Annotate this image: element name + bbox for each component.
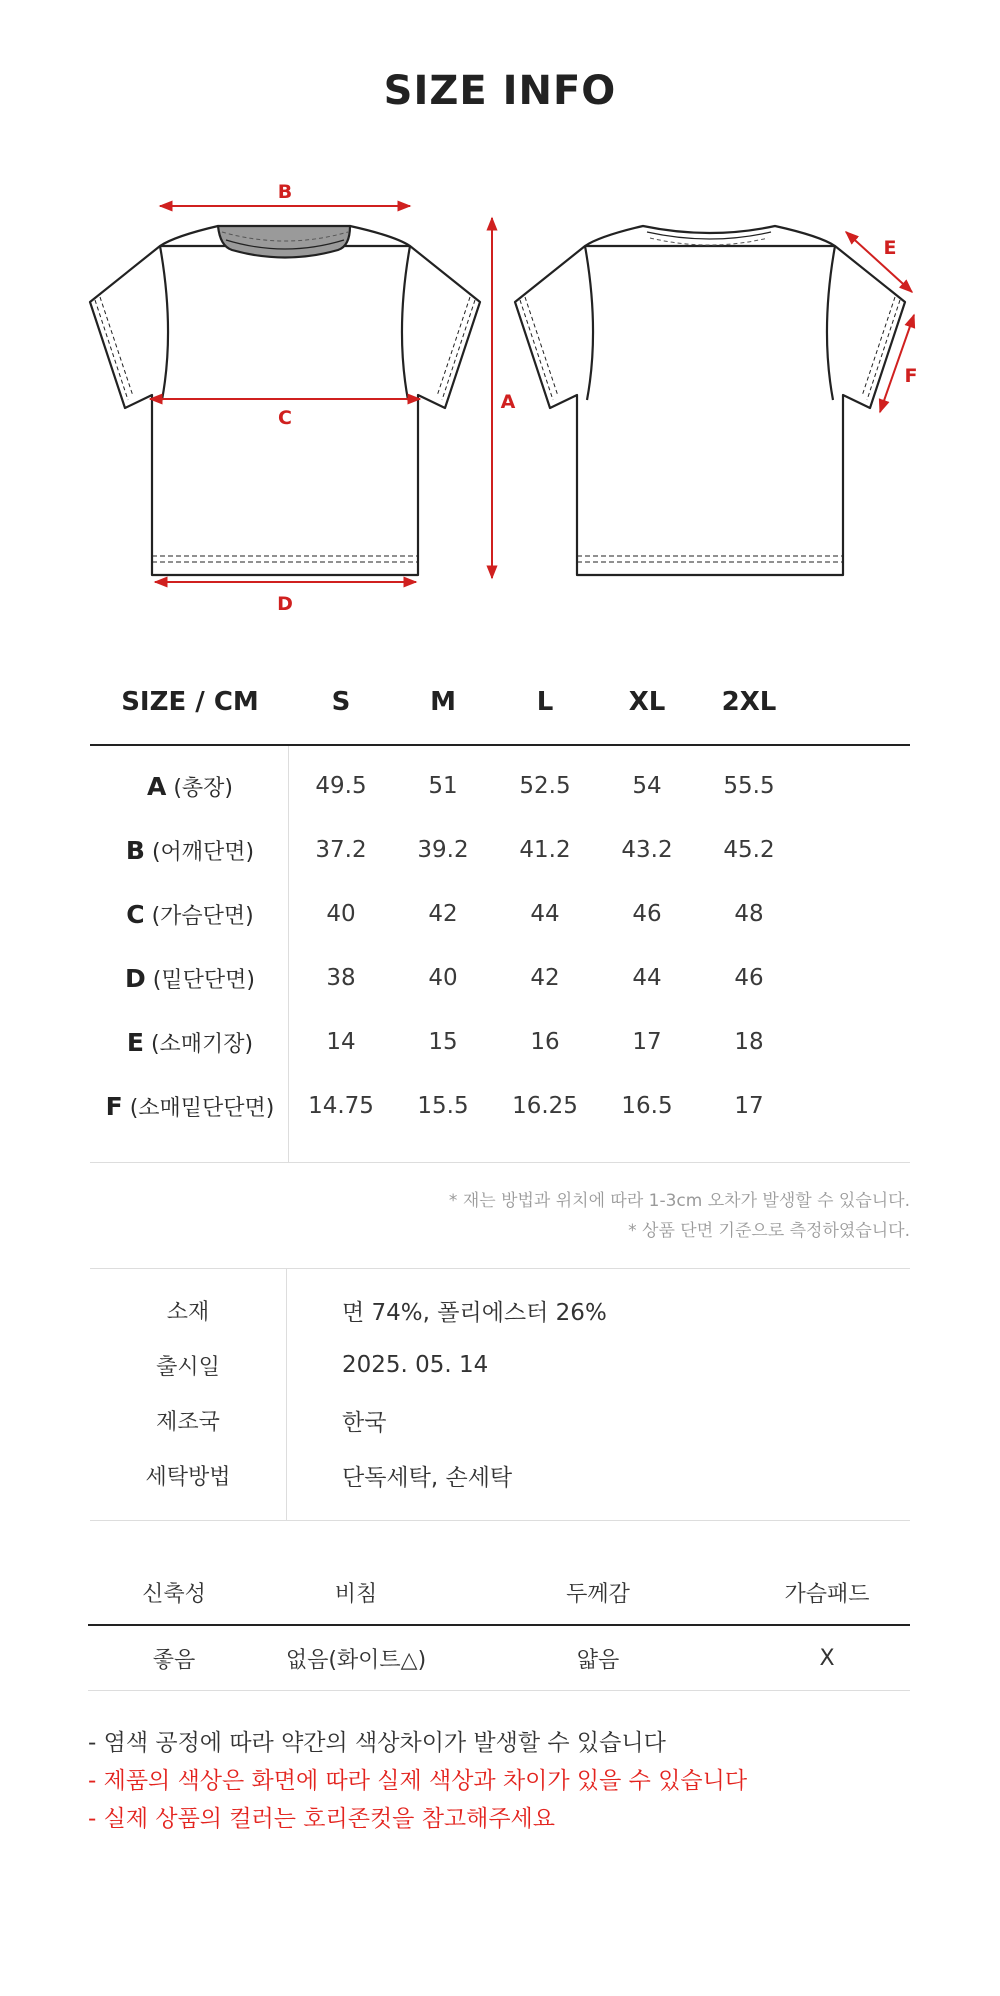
divider: [90, 1520, 910, 1521]
color-notes: [88, 1724, 747, 1838]
info-value: 2025. 05. 14: [342, 1352, 489, 1378]
info-value: 면 74%, 폴리에스터 26%: [342, 1299, 607, 1326]
table-row: [90, 946, 910, 1010]
dim-b-label: B: [277, 181, 293, 203]
cell: 52.5: [519, 773, 571, 799]
fabric-header-thickness: 두께감: [566, 1581, 630, 1607]
cell: 38: [326, 965, 356, 991]
back-tshirt-drawing: [515, 226, 905, 575]
cell: 40: [326, 901, 356, 927]
info-key: 출시일: [156, 1354, 220, 1380]
fabric-header-stretch: 신축성: [142, 1581, 206, 1607]
dim-e-label: E: [883, 237, 897, 259]
page-title: SIZE INFO: [383, 68, 617, 114]
row-name: (소매기장): [150, 1031, 254, 1057]
row-name: (총장): [173, 775, 234, 801]
size-table-divider: [288, 746, 289, 1162]
note-line: - 염색 공정에 따라 약간의 색상차이가 발생할 수 있습니다: [88, 1730, 666, 1756]
row-letter: A: [146, 771, 167, 801]
cell: 48: [734, 901, 764, 927]
fabric-value-sheer: 없음(화이트△): [285, 1647, 427, 1673]
info-value: 단독세탁, 손세탁: [342, 1464, 513, 1491]
cell: 41.2: [519, 837, 571, 863]
cell: 17: [734, 1093, 764, 1119]
cell: 39.2: [417, 837, 469, 863]
info-row-material: [90, 1290, 910, 1330]
info-key: 소재: [166, 1299, 210, 1325]
note-line: - 제품의 색상은 화면에 따라 실제 색상과 차이가 있을 수 있습니다: [88, 1768, 748, 1794]
row-name: (소매밑단단면): [129, 1095, 275, 1121]
info-row-release-date: [90, 1345, 910, 1385]
dim-c-label: C: [278, 407, 292, 429]
size-diagram: [0, 150, 1000, 630]
size-header-m: M: [430, 687, 456, 717]
row-letter: E: [126, 1027, 144, 1057]
size-header-2xl: 2XL: [721, 687, 777, 717]
note-line: * 재는 방법과 위치에 따라 1-3cm 오차가 발생할 수 있습니다.: [448, 1191, 910, 1211]
row-letter: C: [126, 899, 145, 929]
fabric-value-pad: X: [819, 1645, 835, 1671]
cell: 55.5: [723, 773, 775, 799]
fabric-value-stretch: 좋음: [152, 1647, 196, 1673]
fabric-value-thickness: 얇음: [576, 1647, 620, 1673]
note-line: * 상품 단면 기준으로 측정하였습니다.: [628, 1221, 910, 1241]
info-key: 제조국: [156, 1409, 220, 1435]
cell: 16.5: [621, 1093, 673, 1119]
cell: 46: [632, 901, 662, 927]
fabric-header-pad: 가슴패드: [784, 1581, 870, 1607]
cell: 51: [428, 773, 458, 799]
cell: 16: [530, 1029, 560, 1055]
size-table: [90, 660, 910, 1163]
info-value: 한국: [342, 1409, 387, 1436]
cell: 15: [428, 1029, 458, 1055]
cell: 37.2: [315, 837, 367, 863]
fabric-table-header: [88, 1560, 910, 1626]
cell: 40: [428, 965, 458, 991]
cell: 14.75: [308, 1093, 374, 1119]
measurement-notes: [449, 1186, 910, 1246]
row-name: (밑단단면): [152, 967, 255, 993]
table-row: [90, 754, 910, 818]
table-row: [90, 882, 910, 946]
cell: 16.25: [512, 1093, 578, 1119]
cell: 15.5: [417, 1093, 469, 1119]
cell: 44: [530, 901, 560, 927]
cell: 42: [428, 901, 458, 927]
size-table-body: [90, 746, 910, 1163]
info-row-washing: [90, 1455, 910, 1495]
info-row-country: [90, 1400, 910, 1440]
dim-d-label: D: [277, 593, 293, 615]
cell: 43.2: [621, 837, 673, 863]
size-header-xl: XL: [628, 687, 666, 717]
note-line: - 실제 상품의 컬러는 호리존컷을 참고해주세요: [88, 1806, 555, 1832]
cell: 14: [326, 1029, 356, 1055]
fabric-table: [88, 1560, 910, 1691]
row-letter: F: [105, 1091, 123, 1121]
row-name: (어깨단면): [151, 839, 255, 865]
row-name: (가슴단면): [151, 903, 254, 929]
table-row: [88, 1626, 910, 1691]
row-letter: B: [125, 835, 145, 865]
size-table-header: [90, 660, 910, 746]
size-header-label: SIZE / CM: [121, 687, 259, 717]
fabric-header-sheer: 비침: [334, 1581, 378, 1607]
cell: 18: [734, 1029, 764, 1055]
cell: 42: [530, 965, 560, 991]
cell: 46: [734, 965, 764, 991]
cell: 17: [632, 1029, 662, 1055]
table-row: [90, 818, 910, 882]
size-header-s: S: [331, 687, 351, 717]
table-row: [90, 1010, 910, 1074]
cell: 54: [632, 773, 662, 799]
row-letter: D: [125, 963, 146, 993]
cell: 44: [632, 965, 662, 991]
front-tshirt-drawing: [90, 226, 480, 575]
table-row: [90, 1074, 910, 1138]
dim-f-label: F: [904, 365, 918, 387]
cell: 49.5: [315, 773, 367, 799]
size-header-l: L: [536, 687, 554, 717]
product-info-table: [90, 1268, 910, 1520]
dim-a-label: A: [500, 391, 516, 413]
cell: 45.2: [723, 837, 775, 863]
info-key: 세탁방법: [145, 1464, 231, 1490]
